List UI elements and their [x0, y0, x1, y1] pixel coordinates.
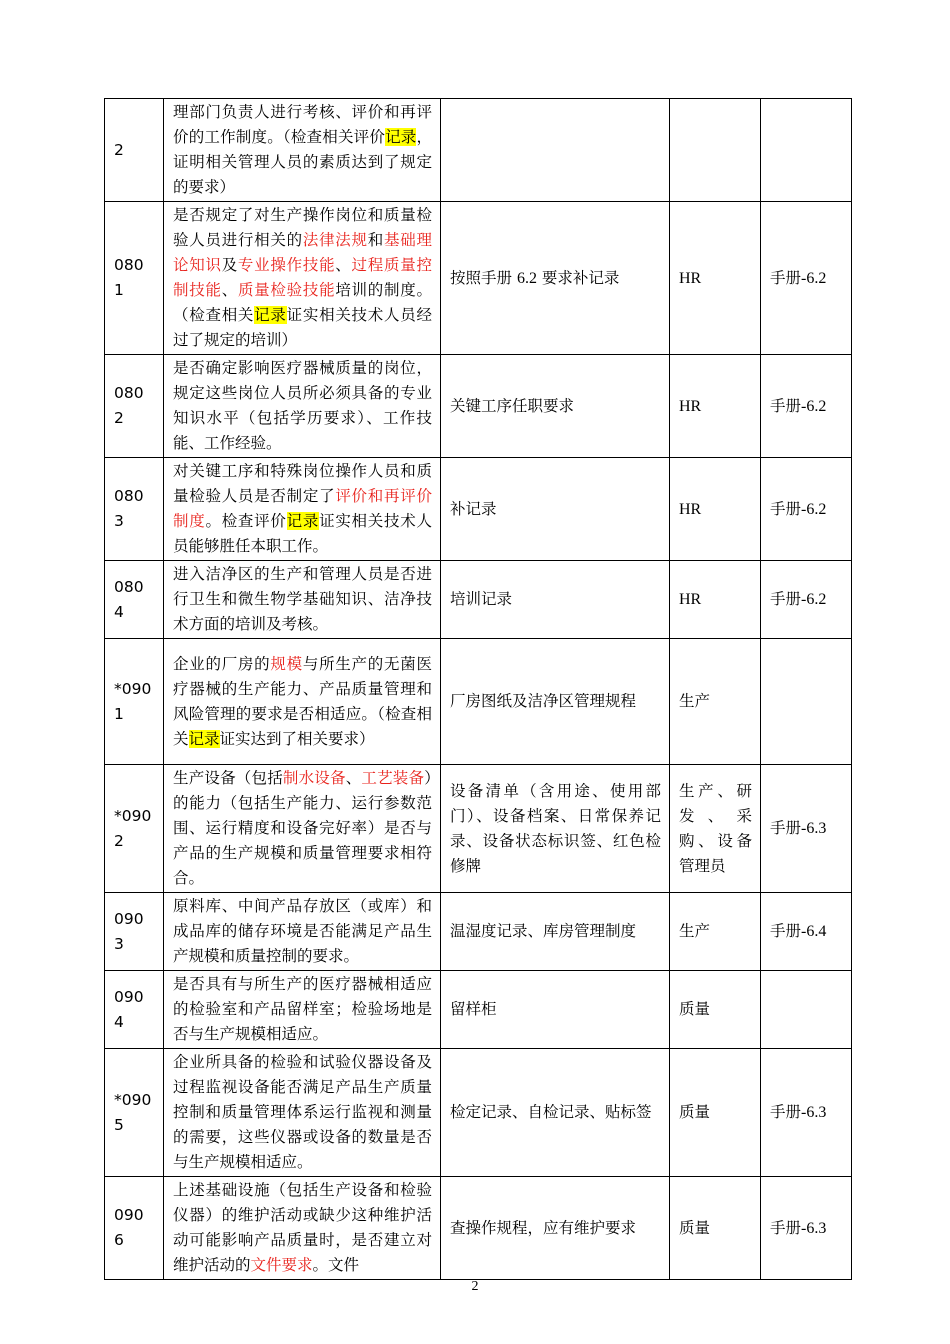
text-run: 理部门负责人进行考核、评价和再评价的工作制度。（检查相关评价	[173, 103, 432, 146]
table-row	[105, 1049, 852, 1177]
check-method: 温湿度记录、库房管理制度	[441, 893, 670, 971]
check-method: 培训记录	[441, 561, 670, 639]
text-run: 企业的厂房的	[173, 654, 271, 673]
text-run: 。文件	[312, 1256, 360, 1274]
responsible-dept: 质量	[670, 1049, 761, 1177]
responsible-dept: HR	[670, 202, 761, 355]
item-code: 080 1	[105, 202, 164, 355]
item-code: 080 3	[105, 458, 164, 561]
emphasis-text: 文件要求	[250, 1256, 313, 1274]
text-run: 是否规定了对生产操作岗位和质量检验人员进行相关的	[173, 206, 432, 249]
check-method: 检定记录、自检记录、贴标签	[441, 1049, 670, 1177]
text-run: 证实相关技术人员能够胜任本职工作。	[173, 512, 432, 555]
item-code: *090 1	[105, 639, 164, 765]
responsible-dept: HR	[670, 355, 761, 458]
emphasis-text: 规模	[270, 654, 303, 673]
text-run: 、	[345, 769, 362, 787]
table-row	[105, 355, 852, 458]
text-run: 是否确定影响医疗器械质量的岗位，规定这些岗位人员所必须具备的专业知识水平（包括学历要求）、工作技能、工作经验。	[173, 359, 432, 452]
emphasis-text: 制水设备	[282, 769, 346, 787]
text-run: 、	[335, 256, 352, 274]
responsible-dept: 生产	[670, 639, 761, 765]
manual-reference: 手册-6.2	[761, 355, 852, 458]
manual-reference: 手册-6.2	[761, 202, 852, 355]
responsible-dept: HR	[670, 458, 761, 561]
manual-reference: 手册-6.3	[761, 1049, 852, 1177]
table-row	[105, 458, 852, 561]
text-run: 证实相关技术人员经过了规定的培训）	[173, 306, 432, 349]
text-run: 证实达到了相关要求）	[219, 729, 375, 748]
requirement-text	[164, 202, 441, 355]
manual-reference	[761, 639, 852, 765]
emphasis-text: 基础理论知识	[173, 231, 432, 274]
text-run: 、	[221, 281, 238, 299]
manual-reference: 手册-6.2	[761, 458, 852, 561]
requirement-text	[164, 1049, 441, 1177]
emphasis-text: 过程质量控制技能	[173, 256, 432, 299]
text-run: 进入洁净区的生产和管理人员是否进行卫生和微生物学基础知识、洁净技术方面的培训及考核。	[173, 565, 432, 633]
emphasis-text: 工艺装备	[361, 769, 425, 787]
item-code: *090 5	[105, 1049, 164, 1177]
check-method: 补记录	[441, 458, 670, 561]
item-code: 090 3	[105, 893, 164, 971]
item-code: 090 6	[105, 1177, 164, 1280]
check-method: 关键工序任职要求	[441, 355, 670, 458]
item-code: *090 2	[105, 765, 164, 893]
table-row	[105, 202, 852, 355]
responsible-dept	[670, 99, 761, 202]
check-method: 查操作规程，应有维护要求	[441, 1177, 670, 1280]
emphasis-text: 专业操作技能	[237, 256, 336, 274]
requirement-text	[164, 99, 441, 202]
text-run: 及	[221, 256, 238, 274]
requirement-text	[164, 639, 441, 765]
page-number: 2	[471, 1279, 479, 1294]
check-method: 设备清单（含用途、使用部门）、设备档案、日常保养记录、设备状态标识签、红色检修牌	[441, 765, 670, 893]
text-run: ，证明相关管理人员的素质达到了规定的要求）	[173, 128, 432, 196]
responsible-dept: 质量	[670, 1177, 761, 1280]
manual-reference: 手册-6.3	[761, 765, 852, 893]
text-run: 生产设备（包括	[173, 769, 283, 787]
responsible-dept: 生产、研发、采购、设备管理员	[670, 765, 761, 893]
responsible-dept: 质量	[670, 971, 761, 1049]
item-code: 080 4	[105, 561, 164, 639]
emphasis-text: 评价和再评价制度	[173, 487, 432, 530]
table-row	[105, 99, 852, 202]
requirement-text	[164, 765, 441, 893]
check-method: 留样柜	[441, 971, 670, 1049]
requirement-text	[164, 1177, 441, 1280]
manual-reference	[761, 971, 852, 1049]
manual-reference: 手册-6.3	[761, 1177, 852, 1280]
requirement-text	[164, 458, 441, 561]
table-row	[105, 639, 852, 765]
highlighted-text: 记录	[254, 306, 287, 324]
manual-reference: 手册-6.2	[761, 561, 852, 639]
text-run: 培训的制度。（检查相关	[173, 281, 432, 324]
table-row	[105, 971, 852, 1049]
table-row	[105, 561, 852, 639]
requirement-text	[164, 561, 441, 639]
table-row	[105, 893, 852, 971]
text-run: 上述基础设施（包括生产设备和检验仪器）的维护活动或缺少这种维护活动可能影响产品质量时，是否建立对维护活动的	[173, 1181, 432, 1274]
table-body	[105, 99, 852, 1280]
emphasis-text: 质量检验技能	[237, 281, 336, 299]
check-method: 厂房图纸及洁净区管理规程	[441, 639, 670, 765]
highlighted-text: 记录	[385, 128, 417, 146]
text-run: ）的能力（包括生产能力、运行参数范围、运行精度和设备完好率）是否与产品的生产规模和质量管理要求相符合。	[173, 769, 432, 887]
item-code: 090 4	[105, 971, 164, 1049]
responsible-dept: 生产	[670, 893, 761, 971]
requirement-text	[164, 893, 441, 971]
text-run: 是否具有与所生产的医疗器械相适应的检验室和产品留样室；检验场地是否与生产规模相适应。	[173, 975, 432, 1043]
text-run: 。检查评价	[205, 512, 287, 530]
text-run: 与所生产的无菌医疗器械的生产能力、产品质量管理和风险管理的要求是否相适应。（检查相关	[173, 654, 432, 748]
manual-reference: 手册-6.4	[761, 893, 852, 971]
item-code: 080 2	[105, 355, 164, 458]
item-code: 2	[105, 99, 164, 202]
text-run: 和	[367, 231, 384, 249]
requirement-text	[164, 355, 441, 458]
table-row	[105, 1177, 852, 1280]
emphasis-text: 法律法规	[302, 231, 368, 249]
highlighted-text: 记录	[188, 729, 220, 748]
text-run: 原料库、中间产品存放区（或库）和成品库的储存环境是否能满足产品生产规模和质量控制的要求。	[173, 897, 432, 965]
table-row	[105, 765, 852, 893]
responsible-dept: HR	[670, 561, 761, 639]
check-method	[441, 99, 670, 202]
check-method: 按照手册 6.2 要求补记录	[441, 202, 670, 355]
manual-reference	[761, 99, 852, 202]
requirement-text	[164, 971, 441, 1049]
text-run: 企业所具备的检验和试验仪器设备及过程监视设备能否满足产品生产质量控制和质量管理体系运行监视和测量的需要，这些仪器或设备的数量是否与生产规模相适应。	[173, 1053, 432, 1171]
text-run: 对关键工序和特殊岗位操作人员和质量检验人员是否制定了	[173, 462, 432, 505]
requirements-table	[104, 98, 852, 1280]
highlighted-text: 记录	[286, 512, 320, 530]
